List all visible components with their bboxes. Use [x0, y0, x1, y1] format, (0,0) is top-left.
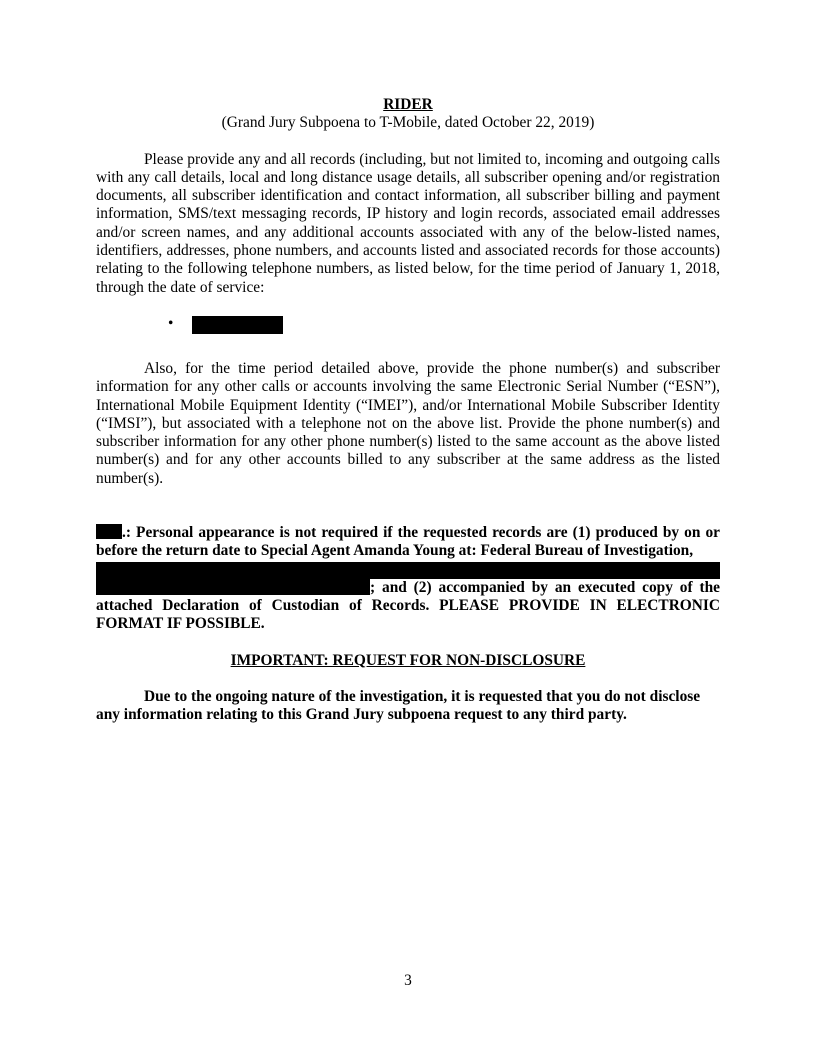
header — [96, 96, 720, 133]
document-page — [96, 96, 720, 724]
page-number: 3 — [404, 972, 412, 989]
redacted-telephone-number — [192, 316, 283, 334]
redacted-address-line — [96, 562, 720, 579]
appearance-notice — [96, 524, 720, 633]
telephone-number-list — [96, 315, 720, 335]
redacted-address-continuation — [96, 579, 370, 595]
non-disclosure-heading: IMPORTANT: REQUEST FOR NON-DISCLOSURE — [230, 651, 586, 669]
redacted-label — [96, 524, 122, 539]
subscriber-info-paragraph: Also, for the time period detailed above, provide the phone number(s) and subscriber information for any other calls or accounts involving the same Electronic Serial Number (“ESN”), International Mobile Equipment Identity (“IMEI”), and/or International Mobile Subscriber Identity (“IMSI”), but associated with a telephone not on the above list. Provide the phone number(s) and subscriber information for any other phone number(s) listed to the same account as the above listed number(s) and for any other accounts billed to any subscriber at the same address as the listed number(s). — [96, 359, 720, 487]
notice-text-part1: .: Personal appearance is not required if the requested records are (1) produced by on or before the return date to Special Agent Amanda Young at: Federal Bureau of Investigation, — [96, 524, 720, 560]
notice-text-part2: ; and (2) accompanied by an executed copy of the attached Declaration of Custodian of Records. PLEASE PROVIDE IN ELECTRONIC FORMAT IF POSSIBLE. — [96, 578, 720, 633]
document-subtitle: (Grand Jury Subpoena to T-Mobile, dated October 22, 2019) — [221, 114, 595, 132]
document-title: RIDER — [383, 96, 433, 113]
non-disclosure-text: Due to the ongoing nature of the investigation, it is requested that you do not disclose any information relating to this Grand Jury subpoena request to any third party. — [96, 687, 701, 724]
bullet: • — [168, 314, 174, 332]
records-request-paragraph: Please provide any and all records (including, but not limited to, incoming and outgoing calls with any call details, local and long distance usage details, all subscriber opening and/or registration documents, all subscriber identification and contact information, all subscriber billing and payment information, SMS/text messaging records, IP history and login records, associated email addresses and/or screen names, and any additional accounts associated with any of the below-listed names, identifiers, addresses, phone numbers, and accounts listed and associated records for those accounts) relating to the following telephone numbers, as listed below, for the time period of January 1, 2018, through the date of service: — [96, 150, 720, 296]
